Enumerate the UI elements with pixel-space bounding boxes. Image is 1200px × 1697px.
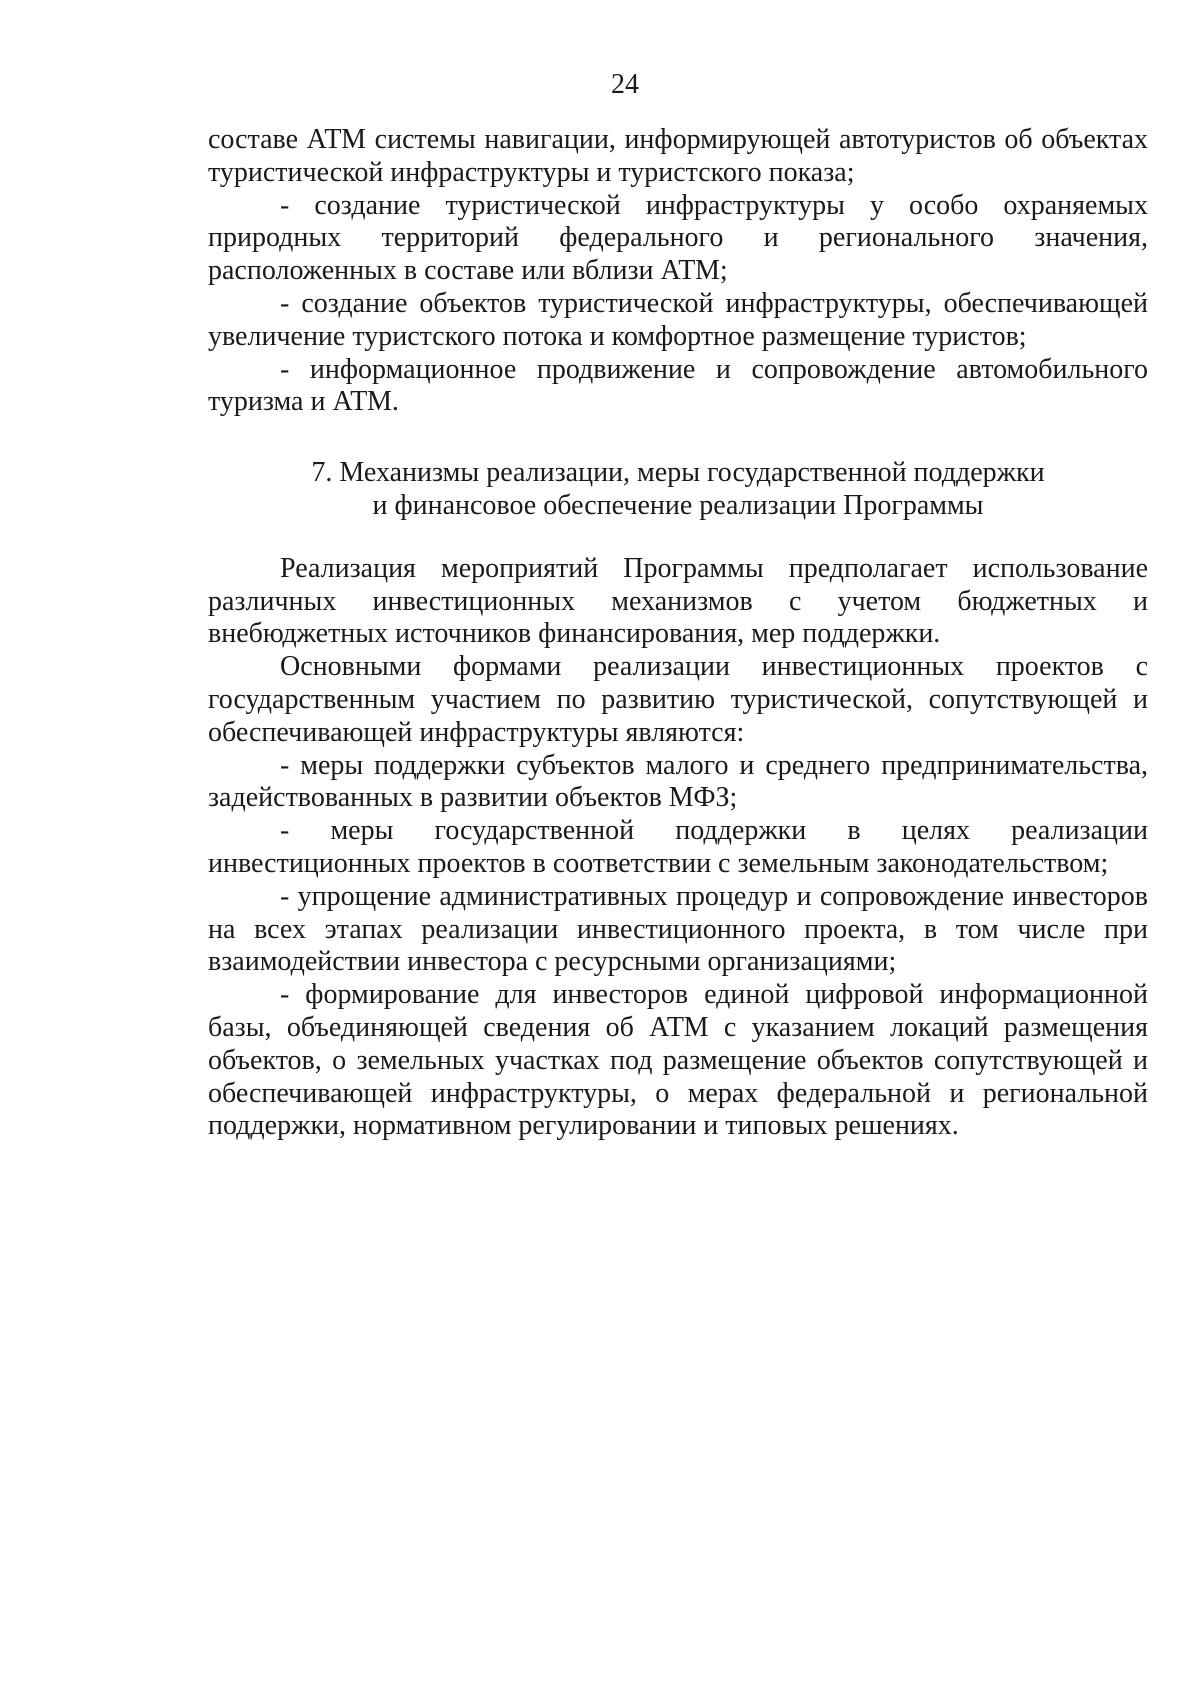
paragraph-continuation: составе АТМ системы навигации, информирующей автотуристов об объектах туристической инфраструктуры и туристского показа; bbox=[208, 124, 1148, 188]
paragraph-main-forms: Основными формами реализации инвестиционных проектов с государственным участием по развитию туристической, сопутствующей и обеспечивающей инфраструктуры являются: bbox=[208, 651, 1148, 748]
list-item-tourist-infrastructure: - создание объектов туристической инфраструктуры, обеспечивающей увеличение туристского потока и комфортное размещение туристов; bbox=[208, 287, 1148, 352]
section-heading-line-2: и финансовое обеспечение реализации Программы bbox=[372, 489, 984, 521]
list-item-digital-database: - формирование для инвесторов единой цифровой информационной базы, объединяющей сведения об АТМ с указанием локаций размещения объектов, о земельных участках под размещение объектов сопутствующей и обеспечивающей инфраструктуры, о мерах федеральной и региональной поддержки, нормативном регулировании и типовых решениях. bbox=[208, 979, 1148, 1142]
section-heading-line-1: 7. Механизмы реализации, меры государственной поддержки bbox=[311, 457, 1045, 489]
list-item-state-support: - меры государственной поддержки в целях реализации инвестиционных проектов в соответствии с земельным законодательством; bbox=[208, 815, 1148, 879]
list-item-sme-support: - меры поддержки субъектов малого и среднего предпринимательства, задействованных в развитии объектов МФЗ; bbox=[208, 749, 1148, 814]
paragraph-implementation: Реализация мероприятий Программы предполагает использование различных инвестиционных механизмов с учетом бюджетных и внебюджетных источников финансирования, мер поддержки. bbox=[208, 552, 1148, 650]
page-number: 24 bbox=[611, 69, 639, 100]
section-heading bbox=[208, 457, 1148, 523]
document-body bbox=[208, 124, 1148, 1143]
list-item-simplification: - упрощение административных процедур и сопровождение инвесторов на всех этапах реализации инвестиционного проекта, в том числе при взаимодействии инвестора с ресурсными организациями; bbox=[208, 880, 1148, 978]
list-item-promotion: - информационное продвижение и сопровождение автомобильного туризма и АТМ. bbox=[208, 353, 1148, 418]
list-item-protected-areas: - создание туристической инфраструктуры у особо охраняемых природных территорий федерального и регионального значения, расположенных в составе или вблизи АТМ; bbox=[208, 189, 1148, 287]
